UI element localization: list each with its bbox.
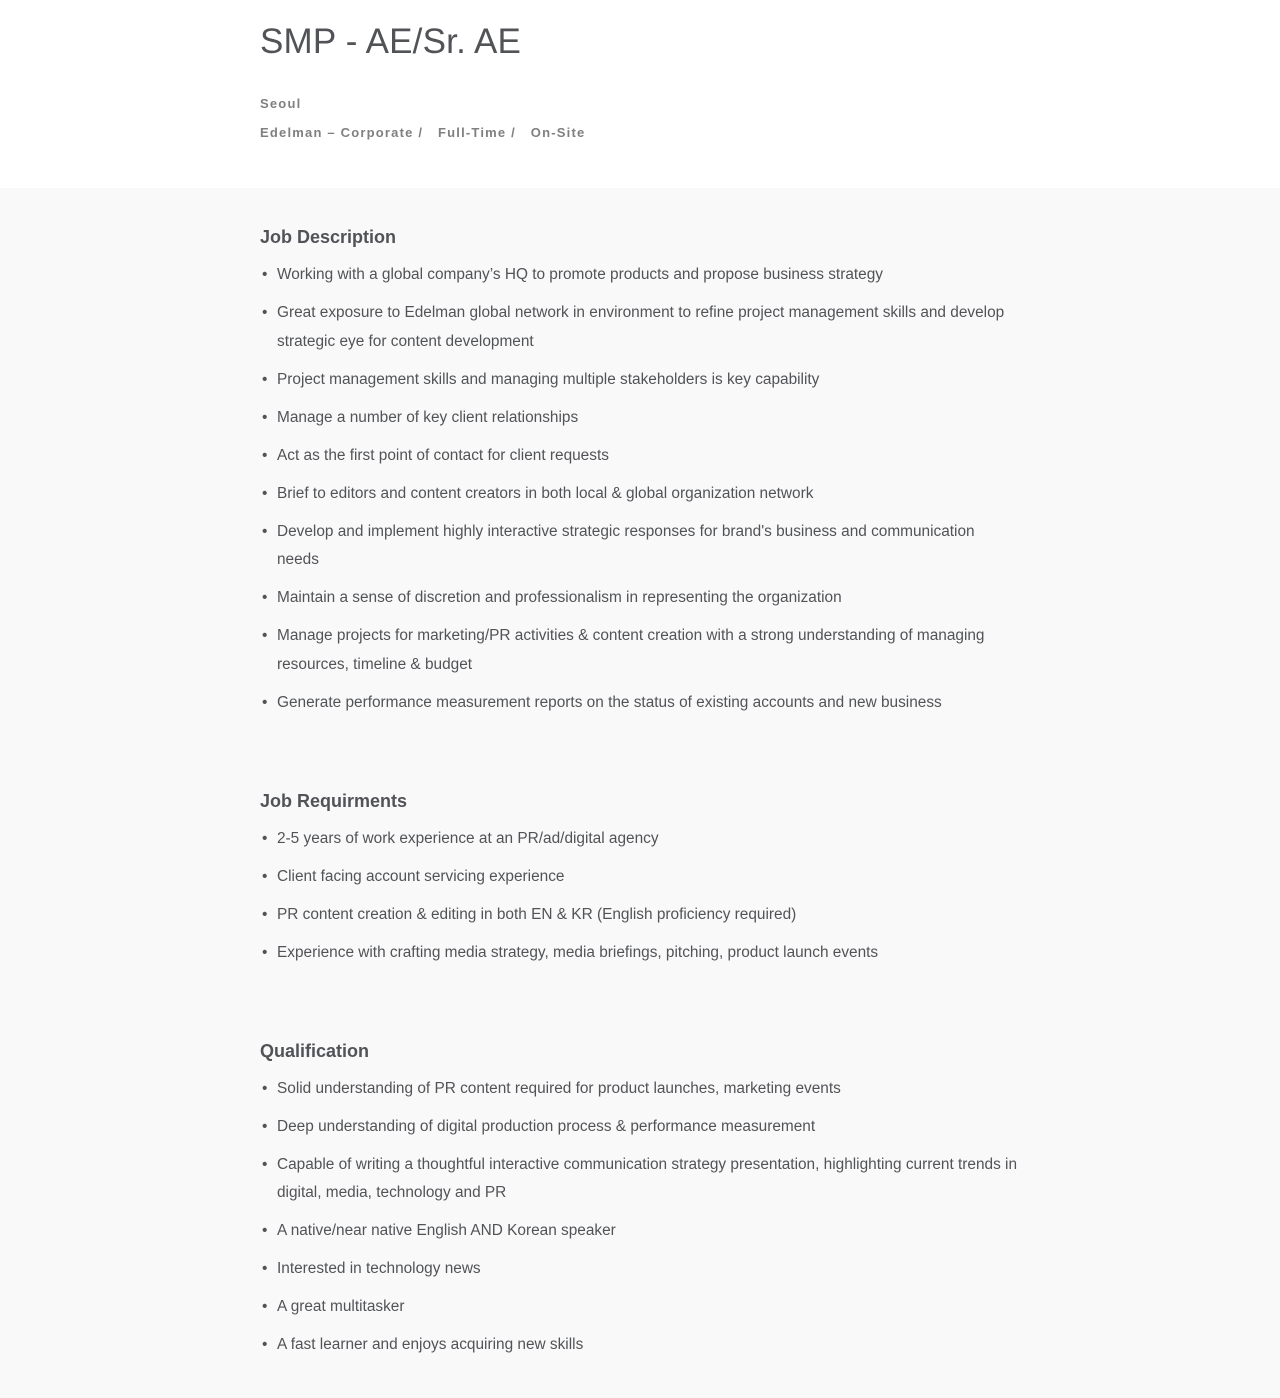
- list-item: • Great exposure to Edelman global network in environment to refine project management skills and develop strategic eye for content development: [260, 299, 1020, 356]
- list-item: • Client facing account servicing experience: [260, 863, 1020, 892]
- job-description-section: [260, 215, 1020, 717]
- list-item: • Capable of writing a thoughtful interactive communication strategy presentation, highlighting current trends in digital, media, technology and PR: [260, 1151, 1020, 1208]
- list-item: • PR content creation & editing in both EN & KR (English proficiency required): [260, 901, 1020, 930]
- section-spacer: [260, 977, 1020, 1029]
- list-item: • Project management skills and managing multiple stakeholders is key capability: [260, 366, 1020, 395]
- posting-categories: [260, 125, 585, 140]
- list-item: • Develop and implement highly interactive strategic responses for brand's business and communication needs: [260, 518, 1020, 575]
- job-description-list: [260, 261, 1020, 717]
- list-item: • A great multitasker: [260, 1293, 1020, 1322]
- list-item: • Interested in technology news: [260, 1255, 1020, 1284]
- posting-header: [0, 0, 1280, 188]
- section-heading: Job Description: [260, 227, 397, 247]
- section-heading: Job Requirments: [260, 790, 408, 811]
- posting-location: Seoul: [260, 96, 302, 111]
- qualification-list: [260, 1075, 1020, 1360]
- list-item: • Manage projects for marketing/PR activities & content creation with a strong understanding of managing resources, timeline & budget: [260, 622, 1020, 679]
- list-item: • Deep understanding of digital production process & performance measurement: [260, 1113, 1020, 1142]
- list-item: • Working with a global company’s HQ to promote products and propose business strategy: [260, 261, 1020, 290]
- list-item: • Solid understanding of PR content required for product launches, marketing events: [260, 1075, 1020, 1104]
- job-requirements-section: [260, 779, 1020, 968]
- category-workplace-type: On-Site: [530, 125, 586, 140]
- list-item: • A fast learner and enjoys acquiring new skills: [260, 1331, 1020, 1360]
- category-commitment: Full-Time /: [438, 125, 516, 140]
- list-item: • Brief to editors and content creators in both local & global organization network: [260, 480, 1020, 509]
- list-item: • Experience with crafting media strategy, media briefings, pitching, product launch events: [260, 939, 1020, 968]
- list-item: • Manage a number of key client relationships: [260, 404, 1020, 433]
- posting-title: SMP - AE/Sr. AE: [260, 22, 522, 61]
- list-item: • A native/near native English AND Korean speaker: [260, 1217, 1020, 1246]
- category-team: Edelman – Corporate /: [260, 125, 424, 140]
- list-item: • 2-5 years of work experience at an PR/ad/digital agency: [260, 825, 1020, 854]
- section-heading: Qualification: [260, 1040, 370, 1061]
- qualification-section: [260, 1029, 1020, 1360]
- list-item: • Generate performance measurement reports on the status of existing accounts and new business: [260, 689, 1020, 718]
- job-requirements-list: [260, 825, 1020, 968]
- posting-content: [260, 188, 1020, 1360]
- list-item: • Act as the first point of contact for client requests: [260, 442, 1020, 471]
- section-spacer: [260, 727, 1020, 779]
- list-item: • Maintain a sense of discretion and professionalism in representing the organization: [260, 584, 1020, 613]
